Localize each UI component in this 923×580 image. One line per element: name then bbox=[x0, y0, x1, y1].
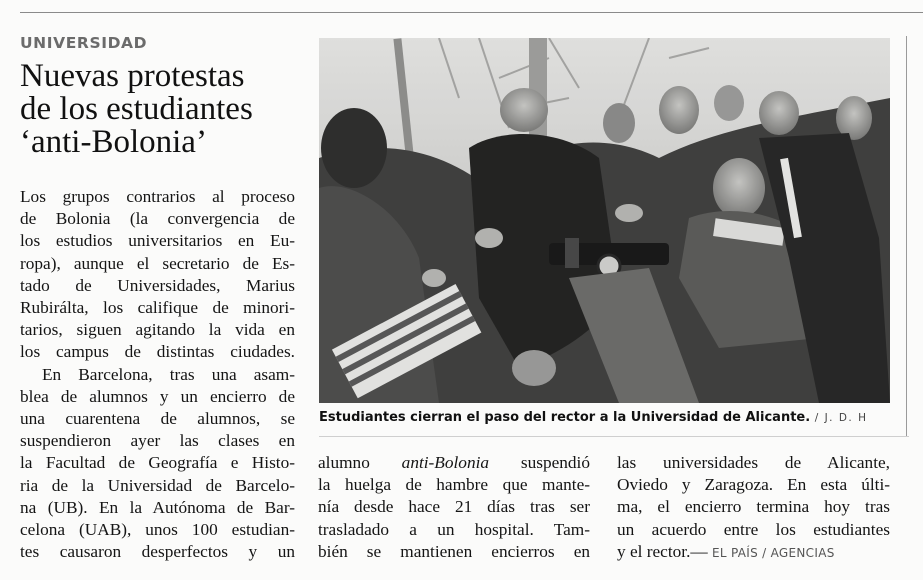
text-line: la huelga de hambre que mante- bbox=[318, 475, 590, 495]
text-line: ma, el encierro termina hoy tras bbox=[617, 497, 890, 517]
photo-caption bbox=[319, 410, 909, 425]
italic-term: anti-Bolonia bbox=[401, 453, 490, 472]
byline-signature: EL PAÍS / AGENCIAS bbox=[712, 545, 835, 560]
text-line: tes causaron desperfectos y un bbox=[20, 542, 295, 562]
text-fragment: alumno bbox=[318, 453, 402, 472]
text-line: trasladado a un hospital. Tam- bbox=[318, 519, 590, 539]
headline-line: de los estudiantes bbox=[20, 91, 253, 127]
section-label: UNIVERSIDAD bbox=[20, 34, 148, 52]
article-column-2 bbox=[318, 452, 590, 563]
caption-text: Estudiantes cierran el paso del rector a la Universidad de Alicante. bbox=[319, 410, 811, 425]
caption-rule bbox=[319, 436, 909, 437]
text-line: En Barcelona, tras una asam- bbox=[42, 364, 295, 384]
paragraph-1 bbox=[20, 186, 295, 364]
text-line: un acuerdo entre los estudiantes bbox=[617, 519, 890, 539]
text-line: la Facultad de Geografía e Histo- bbox=[20, 453, 295, 473]
text-fragment: y el rector.— bbox=[617, 541, 708, 561]
headline bbox=[20, 60, 310, 159]
text-line: ria de la Universidad de Barcelo- bbox=[20, 475, 295, 495]
text-line: suspendieron ayer las clases en bbox=[20, 431, 295, 451]
text-line: blea de alumnos y un encierro de bbox=[20, 386, 295, 406]
text-line: las universidades de Alicante, bbox=[617, 453, 890, 472]
page-edge-mark bbox=[906, 36, 907, 436]
text-line: bién se mantienen encierros en bbox=[318, 541, 590, 561]
text-line: Rubirálta, los califique de minori- bbox=[20, 298, 295, 318]
news-photo bbox=[319, 38, 890, 403]
text-line: nía desde hace 21 días tras ser bbox=[318, 497, 590, 517]
top-rule bbox=[20, 12, 923, 13]
text-line bbox=[318, 452, 590, 474]
headline-line: ‘anti-Bolonia’ bbox=[20, 124, 207, 160]
protest-photo-illustration bbox=[319, 38, 890, 403]
headline-line: Nuevas protestas bbox=[20, 58, 245, 94]
article-column-1 bbox=[20, 186, 295, 563]
text-line: tado de Universidades, Marius bbox=[20, 275, 295, 295]
text-line: los campus de distintas ciudades. bbox=[20, 342, 295, 362]
text-line: ropa), aunque el secretario de Es- bbox=[20, 253, 295, 273]
text-line: celona (UAB), unos 100 estudian- bbox=[20, 520, 295, 540]
text-line: una cuarentena de alumnos, se bbox=[20, 409, 295, 429]
text-line: los estudios universitarios en Eu- bbox=[20, 231, 295, 251]
text-line: de Bolonia (la convergencia de bbox=[20, 209, 295, 229]
text-line bbox=[617, 541, 890, 564]
text-line: Oviedo y Zaragoza. En esta últi- bbox=[617, 475, 890, 495]
photo-credit: / J. D. H bbox=[814, 412, 868, 424]
text-line: Los grupos contrarios al proceso bbox=[20, 187, 295, 206]
text-fragment: suspendió bbox=[489, 453, 590, 472]
paragraph-2 bbox=[20, 364, 295, 564]
text-line: na (UB). En la Autónoma de Bar- bbox=[20, 497, 295, 517]
text-line: tarios, siguen agitando la vida en bbox=[20, 320, 295, 340]
article-column-3 bbox=[617, 452, 890, 564]
